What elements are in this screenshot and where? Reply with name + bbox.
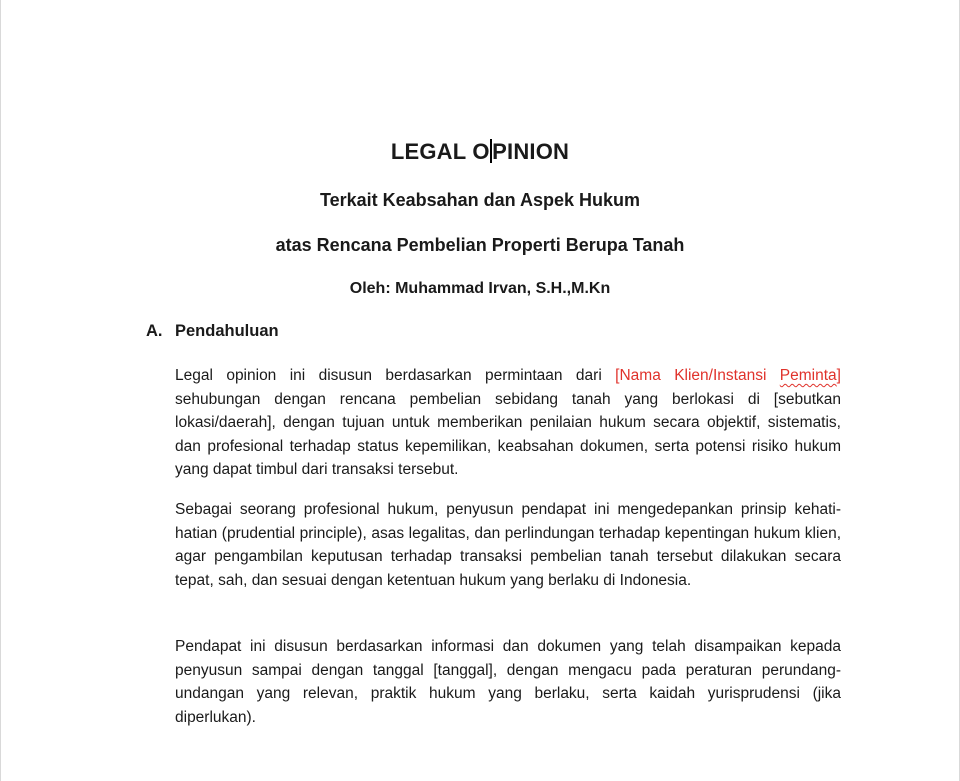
spellcheck-word[interactable]: Peminta <box>779 367 837 384</box>
page-left-border <box>0 0 1 781</box>
client-placeholder-text: [Nama Klien/Instansi <box>615 367 780 384</box>
title-part-2: PINION <box>492 139 570 164</box>
section-number: A. <box>146 322 163 340</box>
title-part-1: LEGAL O <box>390 139 490 164</box>
section-heading[interactable] <box>146 322 279 341</box>
section-title: Pendahuluan <box>175 322 279 340</box>
paragraph-1-intro: Legal opinion ini disusun berdasarkan permintaan dari <box>175 367 616 384</box>
subtitle-line-2[interactable]: atas Rencana Pembelian Properti Berupa Tanah <box>275 235 685 255</box>
paragraph-1-rest: sehubungan dengan rencana pembelian sebidang tanah yang berlokasi di [sebutkan lokasi/daerah], dengan tujuan untuk memberikan penilaian hukum secara objektif, sistematis, dan profesional terhadap status kepemilikan, keabsahan dokumen, serta potensi risiko hukum yang dapat timbul dari transaksi tersebut. <box>175 390 841 479</box>
paragraph-1[interactable] <box>175 364 841 482</box>
subtitle-line-1[interactable]: Terkait Keabsahan dan Aspek Hukum <box>319 190 641 210</box>
paragraph-3[interactable]: Pendapat ini disusun berdasarkan informasi dan dokumen yang telah disampaikan kepada penyusun sampai dengan tanggal [tanggal], dengan mengacu pada peraturan perundang-undangan yang relevan, praktik hukum yang berlaku, serta kaidah yurisprudensi (jika diperlukan). <box>175 638 841 726</box>
document-title[interactable] <box>0 139 960 165</box>
client-placeholder-close: ] <box>836 367 841 384</box>
author-line[interactable]: Oleh: Muhammad Irvan, S.H.,M.Kn <box>349 280 611 297</box>
client-placeholder[interactable] <box>615 367 841 384</box>
paragraph-2[interactable]: Sebagai seorang profesional hukum, penyusun pendapat ini mengedepankan prinsip kehati-hatian (prudential principle), asas legalitas, dan perlindungan terhadap kepentingan hukum klien, agar pengambilan keputusan terhadap transaksi pembelian tanah tersebut dilakukan secara tepat, sah, dan sesuai dengan ketentuan hukum yang berlaku di Indonesia. <box>175 501 841 589</box>
